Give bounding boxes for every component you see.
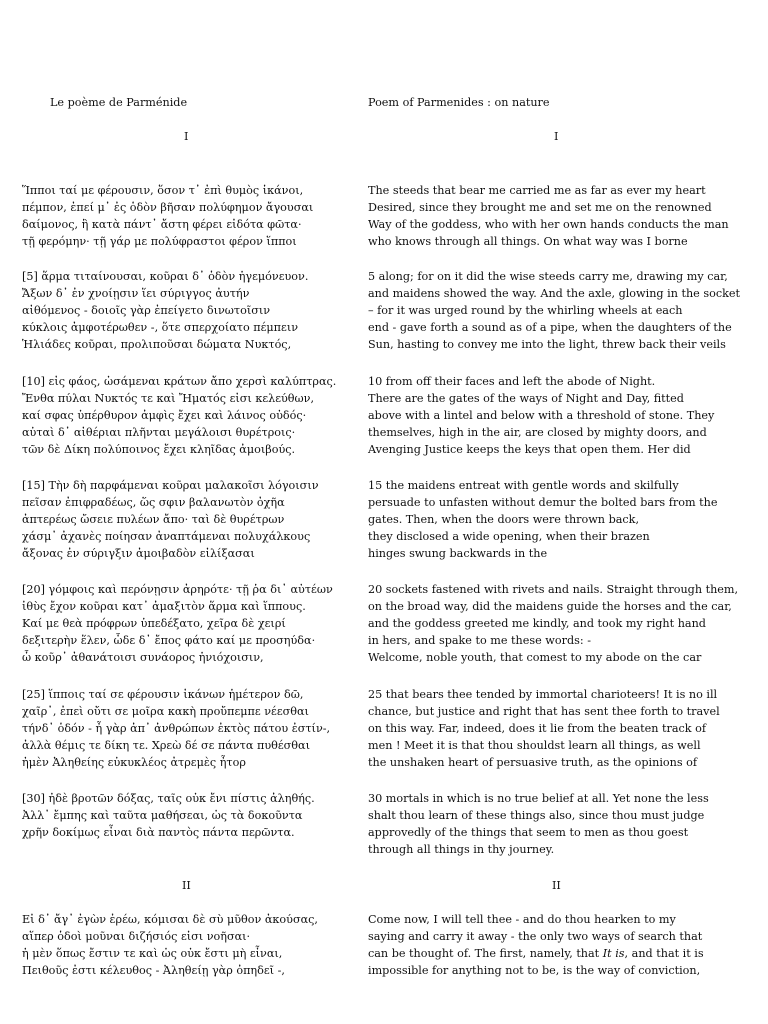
english-line: men ! Meet it is that thou shouldst learn all things, as well <box>368 739 701 752</box>
english-line: who knows through all things. On what way was I borne <box>368 235 688 248</box>
greek-line: τήνδ᾽ ὁδόν - ἦ γὰρ ἀπ᾽ ἀνθρώπων ἐκτὸς πάτου ἐστίν-, <box>22 722 331 735</box>
greek-line: καί σφας ὑπέρθυρον ἀμφὶς ἔχει καὶ λάινος οὐδός· <box>22 409 307 422</box>
english-line: can be thought of. The first, namely, that It is, and that it is <box>368 947 704 960</box>
english-line: 30 mortals in which is no true belief at all. Yet none the less <box>368 792 709 805</box>
greek-line: τῶν δὲ Δίκη πολύποινος ἔχει κληῖδας ἀμοιβούς. <box>22 443 296 456</box>
english-line: 20 sockets fastened with rivets and nails. Straight through them, <box>368 583 739 596</box>
english-line: gates. Then, when the doors were thrown back, <box>368 513 640 526</box>
english-line: hinges swung backwards in the <box>368 547 548 560</box>
english-line: – for it was urged round by the whirling wheels at each <box>368 304 683 317</box>
english-line: 5 along; for on it did the wise steeds carry me, drawing my car, <box>368 270 728 283</box>
english-line: chance, but justice and right that has sent thee forth to travel <box>368 705 720 718</box>
english-line: end - gave forth a sound as of a pipe, when the daughters of the <box>368 321 732 334</box>
greek-line: ἰθὺς ἔχον κοῦραι κατ᾽ ἀμαξιτὸν ἅρμα καὶ ἵππους. <box>22 600 306 613</box>
english-line: Come now, I will tell thee - and do thou hearken to my <box>368 913 676 926</box>
greek-line: Ἡλιάδες κοῦραι, προλιποῦσαι δώματα Νυκτός, <box>22 338 292 351</box>
greek-line: χρῆν δοκίμως εἶναι διὰ παντὸς πάντα περῶντα. <box>22 826 295 839</box>
english-line: Sun, hasting to convey me into the light, threw back their veils <box>368 338 726 351</box>
english-line: Way of the goddess, who with her own hands conducts the man <box>368 218 729 231</box>
greek-line: χαῖρ᾽, ἐπεὶ οὔτι σε μοῖρα κακὴ προὔπεμπε νέεσθαι <box>22 705 309 718</box>
english-line: themselves, high in the air, are closed by mighty doors, and <box>368 426 707 439</box>
greek-line: [30] ἠδὲ βροτῶν δόξας, ταῖς οὐκ ἔνι πίστις ἀληθής. <box>22 792 315 805</box>
english-line: the unshaken heart of persuasive truth, as the opinions of <box>368 756 698 769</box>
english-line: 10 from off their faces and left the abode of Night. <box>368 375 656 388</box>
english-line: 15 the maidens entreat with gentle words and skilfully <box>368 479 679 492</box>
greek-line: ὦ κοῦρ᾽ ἀθανάτοισι συνάορος ἡνιόχοισιν, <box>22 651 264 664</box>
english-line: impossible for anything not to be, is the way of conviction, <box>368 964 701 977</box>
english-line: The steeds that bear me carried me as far as ever my heart <box>368 184 706 197</box>
greek-line: [20] γόμφοις καὶ περόνῃσιν ἀρηρότε· τῇ ῥα δι᾽ αὐτέων <box>22 583 333 596</box>
english-line: Welcome, noble youth, that comest to my abode on the car <box>368 651 702 664</box>
greek-line: Ἀλλ᾽ ἔμπης καὶ ταῦτα μαθήσεαι, ὡς τὰ δοκοῦντα <box>22 809 303 822</box>
greek-line: πέμπον, ἐπεί μ᾽ ἐς ὁδὸν βῆσαν πολύφημον ἄγουσαι <box>22 201 314 214</box>
greek-line: [25] ἵπποις ταί σε φέρουσιν ἱκάνων ἡμέτερον δῶ, <box>22 688 304 701</box>
greek-line: ἀπτερέως ὤσειε πυλέων ἄπο· ταὶ δὲ θυρέτρων <box>22 513 285 526</box>
greek-line: ἄξονας ἐν σύριγξιν ἀμοιβαδὸν εἰλίξασαι <box>22 547 255 560</box>
greek-line: κύκλοις ἀμφοτέρωθεν -, ὅτε σπερχοίατο πέμπειν <box>22 321 299 334</box>
english-line: on this way. Far, indeed, does it lie from the beaten track of <box>368 722 706 735</box>
english-section-heading-2: II <box>552 879 561 892</box>
greek-line: αἵπερ ὁδοὶ μοῦναι διζήσιός εἰσι νοῆσαι· <box>22 930 251 943</box>
english-line: and maidens showed the way. And the axle, glowing in the socket <box>368 287 740 300</box>
greek-line: [15] Τὴν δὴ παρφάμεναι κοῦραι μαλακοῖσι λόγοισιν <box>22 479 319 492</box>
greek-line: Εἰ δ᾽ ἄγ᾽ ἐγὼν ἐρέω, κόμισαι δὲ σὺ μῦθον ἀκούσας, <box>22 913 318 926</box>
english-line: on the broad way, did the maidens guide the horses and the car, <box>368 600 732 613</box>
greek-line: Ἵπποι ταί με φέρουσιν, ὅσον τ᾽ ἐπὶ θυμὸς ἱκάνοι, <box>22 184 304 197</box>
english-line: 25 that bears thee tended by immortal charioteers! It is no ill <box>368 688 718 701</box>
greek-section-heading-1: I <box>184 130 189 143</box>
english-line: persuade to unfasten without demur the bolted bars from the <box>368 496 718 509</box>
greek-line: Ἄξων δ᾽ ἐν χνοίῃσιν ἵει σύριγγος ἀυτήν <box>22 287 250 300</box>
english-line: and the goddess greeted me kindly, and took my right hand <box>368 617 706 630</box>
greek-section-heading-2: II <box>182 879 191 892</box>
english-line: There are the gates of the ways of Night and Day, fitted <box>368 392 684 405</box>
english-line: Avenging Justice keeps the keys that open them. Her did <box>368 443 691 456</box>
english-section-heading-1: I <box>554 130 559 143</box>
english-line: in hers, and spake to me these words: - <box>368 634 591 647</box>
greek-title: Le poème de Parménide <box>50 96 188 109</box>
greek-line: τῇ φερόμην· τῇ γάρ με πολύφραστοι φέρον ἵπποι <box>22 235 297 248</box>
greek-line: αἰθόμενος - δοιοῖς γὰρ ἐπείγετο δινωτοῖσιν <box>22 304 271 317</box>
greek-line: [10] εἰς φάος, ὠσάμεναι κράτων ἄπο χερσὶ καλύπτρας. <box>22 375 337 388</box>
greek-line: δαίμονος, ἣ κατὰ πάντ᾽ ἄστη φέρει εἰδότα φῶτα· <box>22 218 302 231</box>
english-line: through all things in thy journey. <box>368 843 555 856</box>
english-title: Poem of Parmenides : on nature <box>368 96 550 109</box>
greek-line: πεῖσαν ἐπιφραδέως, ὥς σφιν βαλανωτὸν ὀχῆα <box>22 496 285 509</box>
greek-line: ἀλλὰ θέμις τε δίκη τε. Χρεὼ δέ σε πάντα πυθέσθαι <box>22 739 310 752</box>
greek-line: Ἔνθα πύλαι Νυκτός τε καὶ Ἤματός εἰσι κελεύθων, <box>22 392 315 405</box>
greek-line: χάσμ᾽ ἀχανὲς ποίησαν ἀναπτάμεναι πολυχάλκους <box>22 530 311 543</box>
greek-line: Καί με θεὰ πρόφρων ὑπεδέξατο, χεῖρα δὲ χειρί <box>22 617 286 630</box>
greek-line: ἡ μὲν ὅπως ἔστιν τε καὶ ὡς οὐκ ἔστι μὴ εἶναι, <box>22 947 283 960</box>
greek-line: [5] ἅρμα τιταίνουσαι, κοῦραι δ᾽ ὁδὸν ἡγεμόνευον. <box>22 270 309 283</box>
greek-line: ἠμὲν Ἀληθείης εὐκυκλέος ἀτρεμὲς ἦτορ <box>22 756 246 769</box>
english-line: shalt thou learn of these things also, since thou must judge <box>368 809 705 822</box>
english-line: saying and carry it away - the only two ways of search that <box>368 930 703 943</box>
greek-line: αὐταὶ δ᾽ αἰθέριαι πλῆνται μεγάλοισι θυρέτροις· <box>22 426 296 439</box>
greek-line: δεξιτερὴν ἕλεν, ὧδε δ᾽ ἔπος φάτο καί με προσηύδα· <box>22 634 316 647</box>
english-line: approvedly of the things that seem to men as thou goest <box>368 826 689 839</box>
english-line: they disclosed a wide opening, when their brazen <box>368 530 650 543</box>
english-line: above with a lintel and below with a threshold of stone. They <box>368 409 715 422</box>
english-line: Desired, since they brought me and set me on the renowned <box>368 201 712 214</box>
greek-line: Πειθοῦς ἐστι κέλευθος - Ἀληθείῃ γὰρ ὀπηδεῖ -, <box>22 964 285 977</box>
